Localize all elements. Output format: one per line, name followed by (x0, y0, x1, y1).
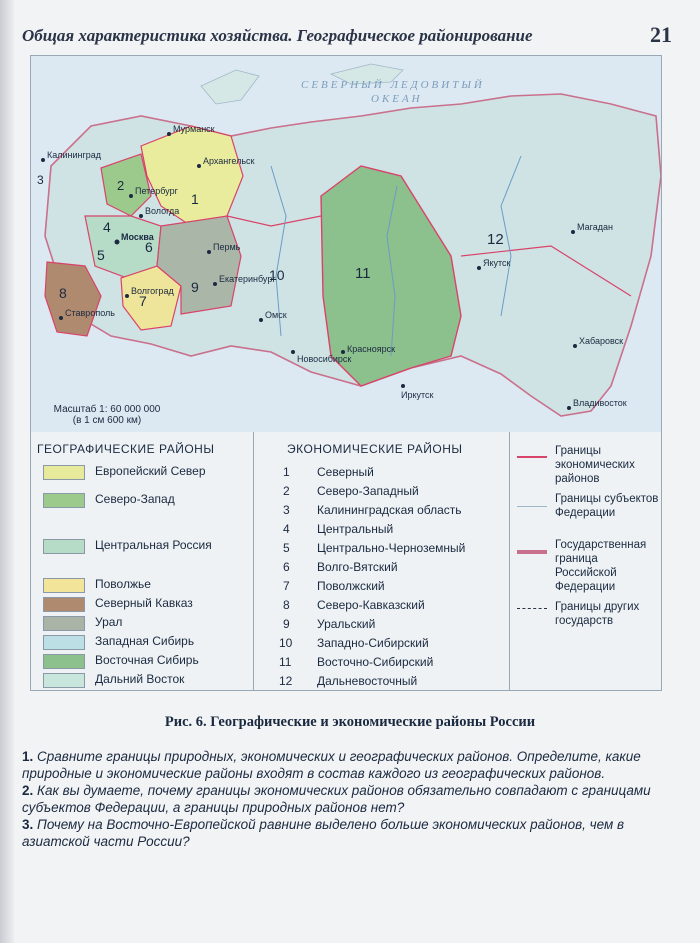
eco-heading: ЭКОНОМИЧЕСКИЕ РАЙОНЫ (287, 442, 463, 456)
page-number: 21 (650, 22, 672, 47)
eco-regions-column (253, 432, 510, 690)
city-label: Омск (265, 310, 287, 320)
eco-region-row (253, 540, 509, 558)
region-swatch (43, 673, 85, 688)
eco-region-row (253, 502, 509, 520)
geo-region-label: Урал (95, 615, 123, 629)
key-text: Государственная граница Российской Федерации (555, 539, 647, 593)
region-swatch (43, 654, 85, 669)
question-text: Сравните границы природных, экономических и географических районов. Определите, какие природные и экономические районы входят в состав каждого из географических районов. (22, 749, 641, 781)
caption-text: Географические и экономические районы России (210, 714, 536, 730)
eco-region-name: Восточно-Сибирский (317, 655, 434, 669)
city-label: Владивосток (573, 398, 627, 408)
question-list (22, 748, 662, 850)
eco-region-name: Волго-Вятский (317, 560, 398, 574)
eco-region-number: 1 (283, 465, 290, 479)
question-number: 2. (22, 783, 34, 798)
map-scale (37, 404, 177, 426)
city-dot (167, 132, 171, 136)
city-dot (41, 158, 45, 162)
eco-region-name: Центральный (317, 522, 394, 536)
eco-region-number: 5 (283, 541, 290, 555)
city-label: Новосибирск (297, 354, 352, 364)
eco-region-number: 12 (279, 674, 293, 688)
region-swatch (43, 616, 85, 631)
geo-region-row (31, 490, 253, 510)
question-2 (22, 782, 662, 816)
eco-region-row (253, 616, 509, 634)
region-swatch (43, 578, 85, 593)
region-number-3: 3 (37, 173, 44, 187)
question-3 (22, 816, 662, 850)
question-text: Как вы думаете, почему границы экономических районов обязательно совпадают с границами субъектов Федерации, а границы природных районов нет? (22, 783, 651, 815)
region-number-10: 10 (269, 267, 285, 283)
ocean-label-2: ОКЕАН (371, 93, 423, 105)
city-label: Магадан (577, 222, 613, 232)
page-header (22, 22, 672, 52)
city-label: Мурманск (173, 124, 215, 134)
city-dot (129, 194, 133, 198)
city-label: Вологда (145, 206, 180, 216)
region-number-11: 11 (355, 265, 371, 282)
region-number-8: 8 (59, 285, 67, 301)
eco-region-row (253, 578, 509, 596)
page-binding-edge (0, 0, 14, 943)
city-dot (213, 282, 217, 286)
region-number-5: 5 (97, 247, 105, 263)
eco-region-number: 9 (283, 617, 290, 631)
eco-region-row (253, 521, 509, 539)
region-number-9: 9 (191, 279, 199, 295)
city-label: Волгоград (131, 286, 174, 296)
city-label: Хабаровск (579, 336, 624, 346)
eco-region-name: Северо-Западный (317, 484, 419, 498)
geo-region-row (31, 536, 253, 556)
city-dot (567, 406, 571, 410)
geo-region-row (31, 575, 253, 595)
region-number-7: 7 (139, 293, 147, 309)
eco-region-number: 11 (279, 655, 292, 669)
eco-region-name: Западно-Сибирский (317, 636, 429, 650)
city-label: Архангельск (203, 156, 255, 166)
eco-region-name: Поволжский (317, 579, 385, 593)
eco-region-number: 4 (283, 522, 290, 536)
eco-region-row (253, 654, 509, 672)
eco-region-row (253, 483, 509, 501)
eco-region-row (253, 635, 509, 653)
region-number-6: 6 (145, 239, 153, 255)
eco-region-number: 3 (283, 503, 290, 517)
question-number: 3. (22, 817, 34, 832)
geo-region-row (31, 613, 253, 633)
geo-regions-column (31, 432, 254, 690)
question-text: Почему на Восточно-Европейской равнине выделено больше экономических районов, чем в азиатской части России? (22, 817, 625, 849)
key-text: Границы экономических районов (555, 445, 635, 485)
eco-region-number: 8 (283, 598, 290, 612)
scale-text-1: Масштаб 1: 60 000 000 (53, 404, 161, 415)
geo-region-label: Западная Сибирь (95, 634, 195, 648)
question-number: 1. (22, 749, 34, 764)
city-dot (207, 250, 211, 254)
city-label: Ставрополь (65, 308, 115, 318)
geo-region-row (31, 462, 253, 482)
figure-caption (0, 714, 700, 731)
geo-region-label: Северный Кавказ (95, 596, 193, 610)
subject-border-symbol (517, 506, 547, 507)
region-swatch (43, 597, 85, 612)
eco-region-row (253, 597, 509, 615)
map-legend (30, 432, 662, 691)
question-1 (22, 748, 662, 782)
border-key-column (509, 432, 661, 690)
geo-region-label: Поволжье (95, 577, 151, 591)
city-label: Иркутск (401, 390, 434, 400)
eco-region-name: Северный (317, 465, 374, 479)
city-dot (125, 294, 129, 298)
eco-region-number: 7 (283, 579, 290, 593)
eco-region-name: Калининградская область (317, 503, 462, 517)
state-border-symbol (517, 550, 547, 554)
city-dot (477, 266, 481, 270)
geo-region-label: Европейский Север (95, 464, 206, 478)
map-svg (31, 56, 661, 433)
key-text: Границы субъектов Федерации (555, 493, 659, 519)
city-label: Калининград (47, 150, 102, 160)
geo-region-label: Центральная Россия (95, 538, 212, 552)
city-dot (139, 214, 143, 218)
region-swatch (43, 465, 85, 480)
eco-region-row (253, 559, 509, 577)
key-text: Границы других государств (555, 601, 640, 627)
geo-region-label: Северо-Запад (95, 492, 175, 506)
eco-region-name: Дальневосточный (317, 674, 418, 688)
city-dot (291, 350, 295, 354)
geo-region-row (31, 651, 253, 671)
other-border-symbol (517, 608, 547, 609)
region-swatch (43, 635, 85, 650)
region-number-12: 12 (487, 231, 504, 248)
geo-region-row (31, 632, 253, 652)
economic-border-symbol (517, 456, 547, 458)
city-dot (197, 164, 201, 168)
city-label: Москва (121, 232, 154, 242)
eco-region-name: Уральский (317, 617, 376, 631)
city-dot (59, 316, 63, 320)
eco-region-name: Северо-Кавказский (317, 598, 425, 612)
eco-region-number: 6 (283, 560, 290, 574)
eco-region-number: 2 (283, 484, 290, 498)
city-dot (573, 344, 577, 348)
city-label: Петербург (135, 186, 178, 196)
city-dot (115, 240, 120, 245)
eco-region-name: Центрально-Черноземный (317, 541, 466, 555)
region-swatch (43, 539, 85, 554)
geo-heading: ГЕОГРАФИЧЕСКИЕ РАЙОНЫ (37, 442, 215, 456)
region-number-1: 1 (191, 191, 199, 207)
city-label: Красноярск (347, 344, 396, 354)
city-dot (341, 350, 345, 354)
eco-region-row (253, 673, 509, 691)
caption-prefix: Рис. 6. (164, 714, 207, 730)
city-label: Якутск (483, 258, 511, 268)
region-swatch (43, 493, 85, 508)
region-number-4: 4 (103, 219, 111, 235)
ocean-label-1: СЕВЕРНЫЙ ЛЕДОВИТЫЙ (301, 79, 485, 91)
scale-text-2: (в 1 см 600 км) (72, 415, 142, 426)
city-dot (571, 230, 575, 234)
city-label: Пермь (213, 242, 241, 252)
city-dot (259, 318, 263, 322)
city-dot (401, 384, 405, 388)
running-title: Общая характеристика хозяйства. Географическое районирование (22, 26, 533, 45)
geo-region-row (31, 594, 253, 614)
geo-region-row (31, 670, 253, 690)
eco-region-row (253, 464, 509, 482)
city-label: Екатеринбург (219, 274, 276, 284)
geo-region-label: Восточная Сибирь (95, 653, 199, 667)
geo-region-label: Дальний Восток (95, 672, 185, 686)
eco-region-number: 10 (279, 636, 293, 650)
russia-regions-map (30, 55, 662, 434)
region-number-2: 2 (117, 178, 125, 193)
